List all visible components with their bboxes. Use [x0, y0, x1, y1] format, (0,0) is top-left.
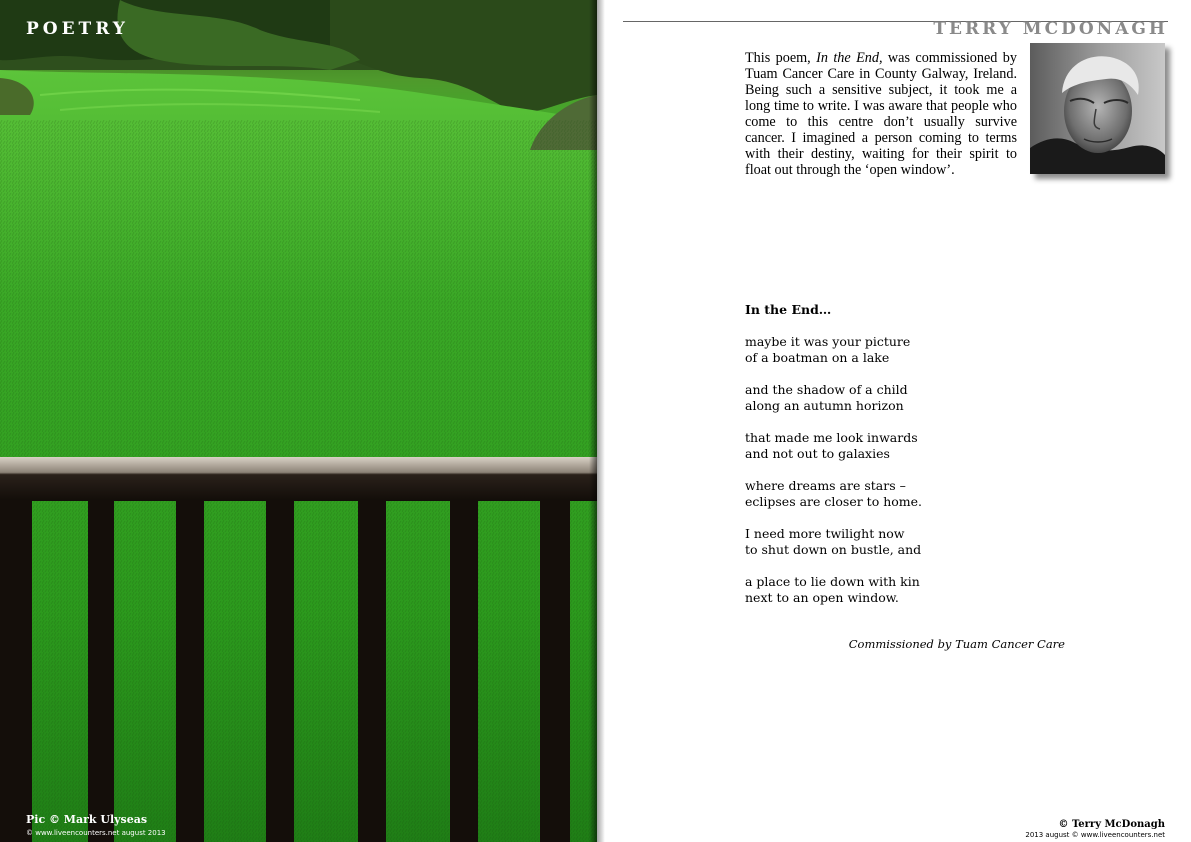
stanza — [745, 574, 922, 606]
stanza — [745, 478, 922, 510]
intro-paragraph — [745, 50, 1017, 178]
intro-body: was commissioned by Tuam Cancer Care in County Galway, Ireland. Being such a sensitive subject, it took me a long time to write. I was aware that people who come to this centre don’t usually survive cancer. I imagined a person coming to terms with their destiny, waiting for their spirit to float out through the ‘open window’. — [745, 50, 1017, 178]
stanza — [745, 430, 922, 462]
poem-body — [745, 334, 922, 622]
poem-line: and not out to galaxies — [745, 446, 890, 461]
intro-poem-title: In the End, — [816, 50, 883, 66]
commission-note: Commissioned by Tuam Cancer Care — [848, 637, 1065, 651]
poem-line: and the shadow of a child — [745, 382, 908, 397]
poem-line: of a boatman on a lake — [745, 350, 890, 365]
stanza — [745, 382, 922, 414]
section-label: POETRY — [26, 19, 129, 39]
poem-line: maybe it was your picture — [745, 334, 911, 349]
photo-credit: Pic © Mark Ulyseas — [26, 813, 148, 826]
right-page-footer: 2013 august © www.liveencounters.net — [1025, 831, 1165, 839]
poem-line: where dreams are stars – — [745, 478, 906, 493]
poem-line: I need more twilight now — [745, 526, 905, 541]
poem-line: to shut down on bustle, and — [745, 542, 922, 557]
poem-line: eclipses are closer to home. — [745, 494, 923, 509]
author-header: TERRY MCDONAGH — [933, 19, 1168, 39]
left-page-footer: © www.liveencounters.net august 2013 — [26, 829, 166, 837]
poem-line: along an autumn horizon — [745, 398, 904, 413]
poem-line: a place to lie down with kin — [745, 574, 920, 589]
gutter-shadow — [597, 0, 605, 842]
poem-line: that made me look inwards — [745, 430, 918, 445]
author-portrait — [1030, 43, 1165, 174]
portrait-image — [1030, 43, 1165, 174]
poem-line: next to an open window. — [745, 590, 899, 605]
page-spine-shadow — [589, 0, 597, 842]
author-copyright: © Terry McDonagh — [1058, 819, 1165, 830]
stanza — [745, 526, 922, 558]
poem-title: In the End… — [745, 302, 832, 317]
intro-prefix: This poem, — [745, 50, 817, 66]
stanza — [745, 334, 922, 366]
